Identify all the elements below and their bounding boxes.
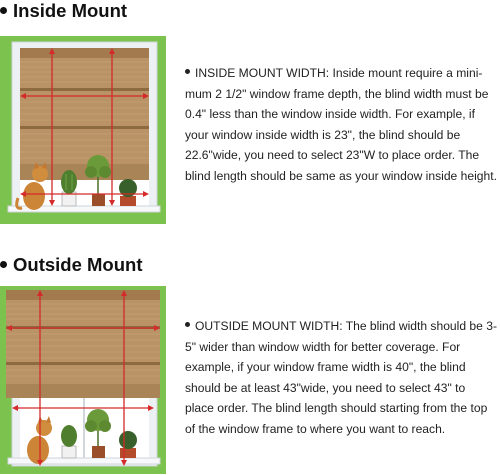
outside-mount-description [185, 316, 497, 440]
outside-mount-illustration [0, 286, 166, 474]
outside-mount-heading [0, 254, 142, 276]
bullet-icon [185, 69, 190, 74]
inside-mount-title: Inside Mount [13, 0, 128, 21]
inside-mount-illustration [0, 36, 166, 224]
outside-mount-text: OUTSIDE MOUNT WIDTH: The blind width should be 3-5" wider than window width for better coverage. For example, if your window frame width is 40", the blind should be at least 43"wide, you need to select 43" to place order. The blind length should starting from the top of the window frame to where you want to reach. [185, 319, 497, 436]
outside-mount-title: Outside Mount [13, 254, 143, 275]
bullet-icon [185, 322, 190, 327]
outside-mount-window-image [0, 286, 166, 474]
inside-mount-window-image [0, 36, 166, 224]
inside-mount-heading [0, 0, 127, 22]
bullet-icon [0, 261, 7, 268]
inside-mount-description [185, 63, 497, 187]
bullet-icon [0, 7, 7, 14]
inside-mount-text: INSIDE MOUNT WIDTH: Inside mount require a mini-mum 2 1/2" window frame depth, the blind width must be 0.4" less than the window inside width. For example, if your window inside width is 23", the blind should be 22.6"wide, you need to select 23"W to place order. The blind length should be same as your window inside height. [185, 66, 497, 183]
